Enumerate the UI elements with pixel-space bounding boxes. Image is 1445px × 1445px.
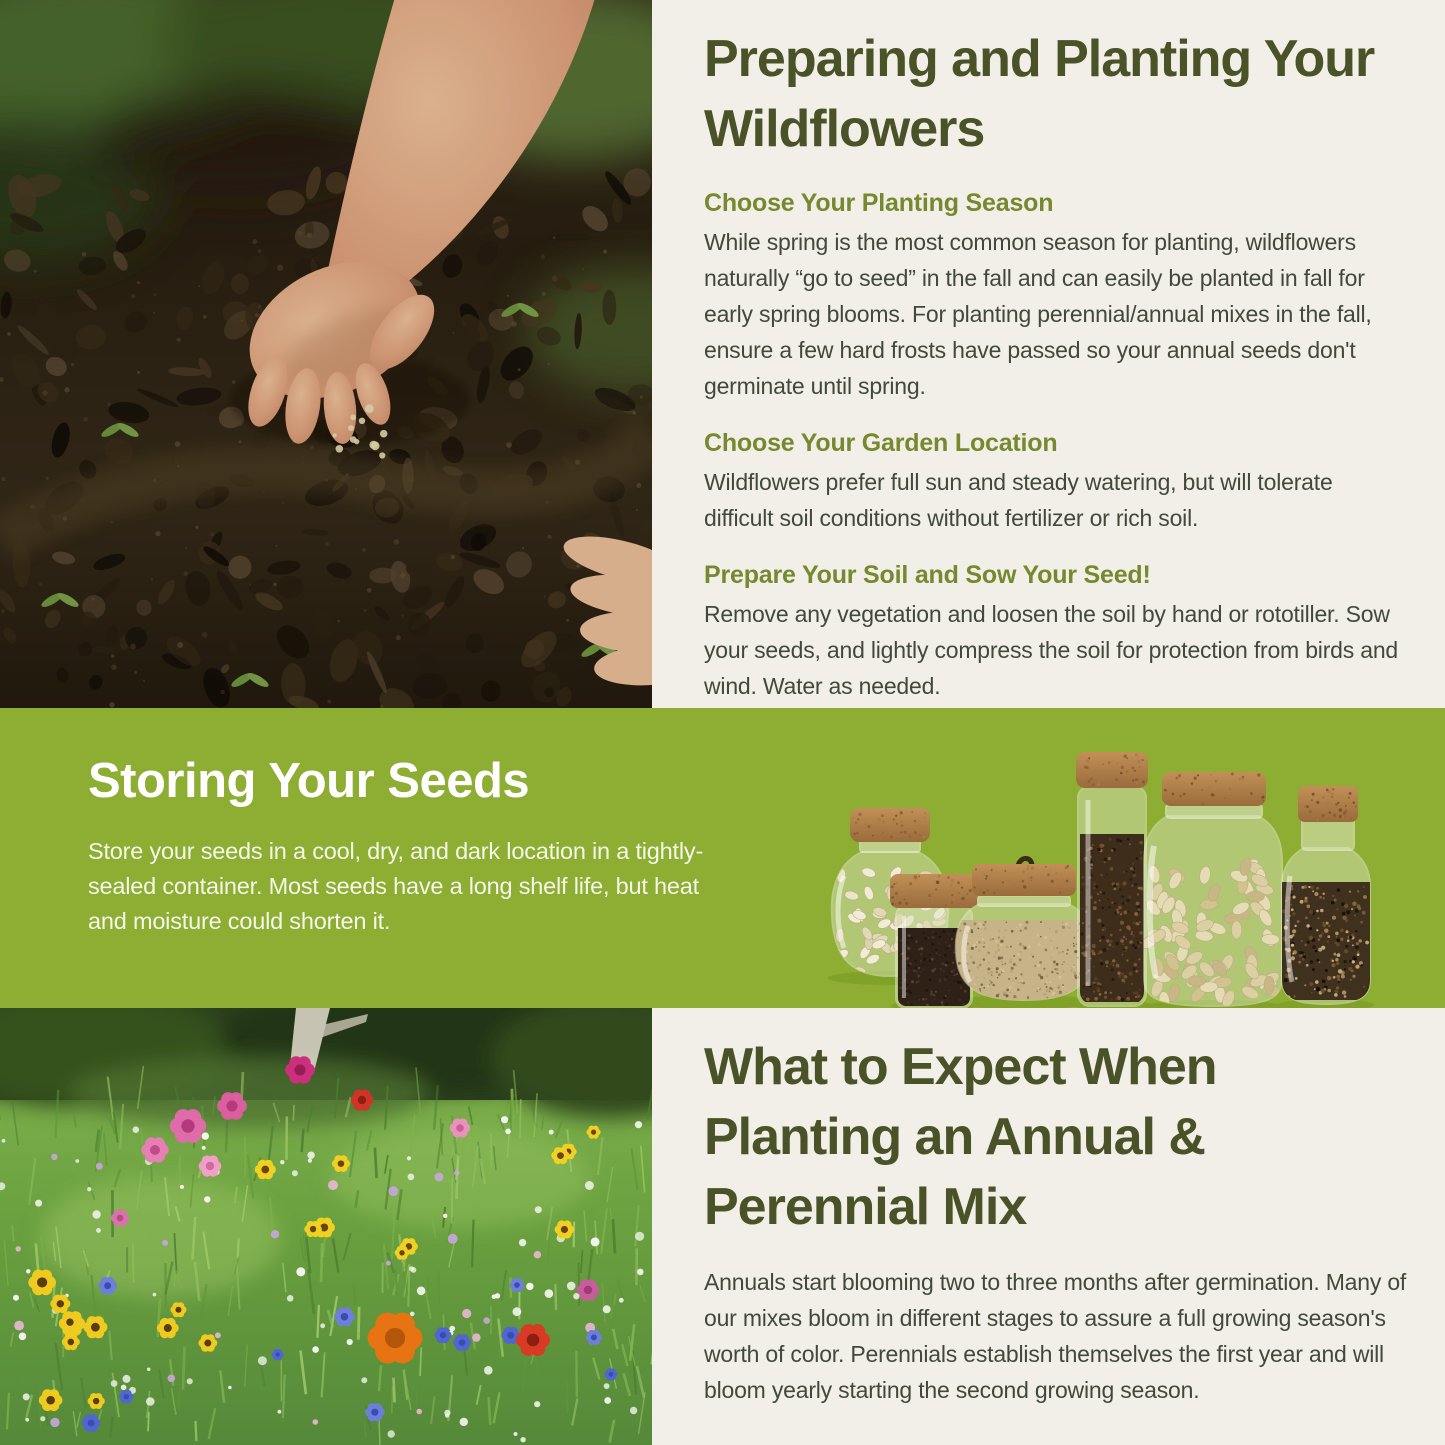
planting-item-heading: Prepare Your Soil and Sow Your Seed! [704, 561, 1151, 589]
planting-item-season [704, 188, 1407, 404]
storing-title: Storing Your Seeds [88, 754, 530, 808]
meadow-photo [0, 1008, 652, 1445]
storing-copy [88, 754, 718, 939]
expect-body: Annuals start blooming two to three months after germination. Many of our mixes bloom in different stages to assure a full growing season's worth of color. Perennials establish themselves the first year and will bloom yearly starting the second growing season. [704, 1269, 1407, 1403]
planting-guide-panel [652, 0, 1445, 708]
planting-item-soil [704, 560, 1407, 704]
planting-item-body: While spring is the most common season for planting, wildflowers naturally “go to seed” in the fall and can easily be planted in fall for early spring blooms. For planting perennial/annual mixes in the fall, ensure a few hard frosts have passed so your annual seeds don't germinate until spring. [704, 229, 1372, 399]
expect-panel [652, 1008, 1445, 1445]
soil-photo [0, 0, 652, 708]
storing-band [0, 708, 1445, 1008]
seed-jars-illustration [822, 716, 1422, 1008]
planting-item-heading: Choose Your Planting Season [704, 189, 1054, 217]
planting-item-body: Remove any vegetation and loosen the soil by hand or rototiller. Sow your seeds, and lightly compress the soil for protection from birds and wind. Water as needed. [704, 601, 1399, 699]
storing-body: Store your seeds in a cool, dry, and dark location in a tightly-sealed container. Most seeds have a long shelf life, but heat and moisture could shorten it. [88, 838, 704, 934]
soil-photo-illustration [0, 0, 652, 708]
meadow-photo-illustration [0, 1008, 652, 1445]
planting-item-heading: Choose Your Garden Location [704, 429, 1058, 457]
planting-title: Preparing and Planting Your Wildflowers [704, 30, 1375, 158]
seed-jars-photo [822, 716, 1422, 1008]
planting-item-location [704, 428, 1407, 536]
expect-title: What to Expect When Planting an Annual & Perennial Mix [704, 1038, 1217, 1236]
planting-item-body: Wildflowers prefer full sun and steady watering, but will tolerate difficult soil conditions without fertilizer or rich soil. [704, 469, 1333, 531]
